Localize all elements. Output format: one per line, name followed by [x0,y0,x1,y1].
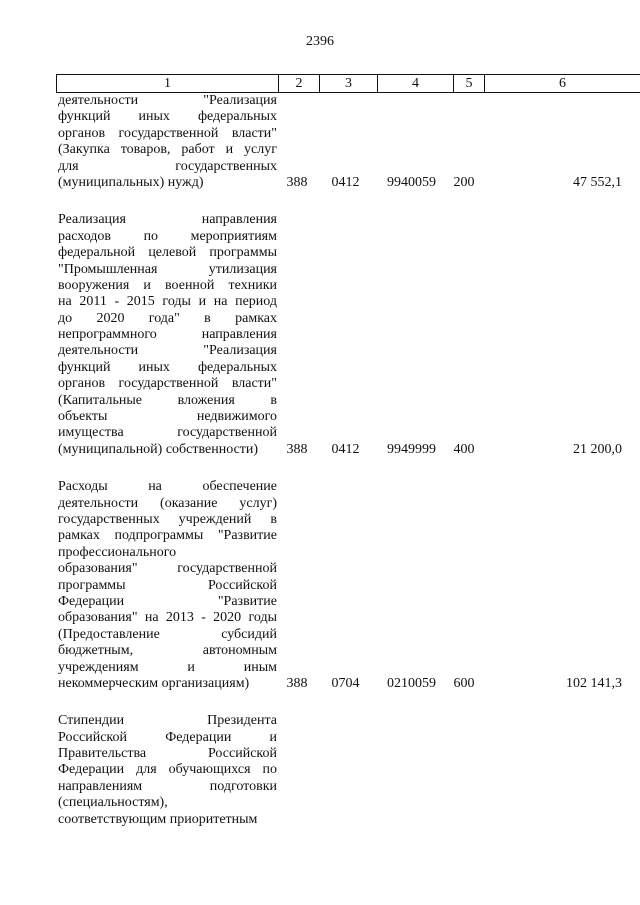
description-line: имущества государственной [58,425,277,441]
description-line: деятельности (оказание услуг) [58,495,277,511]
description-line: для государственных [58,158,277,174]
header-col-4: 4 [378,75,454,92]
table-row [56,479,640,692]
description-line: деятельности "Реализация [58,93,277,108]
description-line: функций иных федеральных [58,109,277,125]
amount: 21 200,0 [573,441,622,457]
row-description [56,713,277,828]
description-line: бюджетным, автономным [58,643,277,659]
description-line: государственных учреждений в [58,511,277,527]
description-line: учреждениям и иным [58,659,277,675]
description-line: Стипендии Президента [58,713,277,729]
description-line: деятельности "Реализация [58,343,277,359]
target-article-code: 9940059 [387,174,436,190]
row-description [56,479,277,692]
description-line: (муниципальных) нужд) [58,174,204,190]
description-line: Правительства Российской [58,746,277,762]
description-line: образования" на 2013 - 2020 годы [58,610,277,626]
description-line: Расходы на обеспечение [58,479,277,495]
description-line: непрограммного направления [58,327,277,343]
description-line: профессионального [58,544,177,560]
header-col-3: 3 [320,75,378,92]
header-col-1: 1 [57,75,279,92]
ministry-code: 388 [286,441,308,457]
expense-type-code: 400 [453,441,475,457]
target-article-code: 0210059 [387,675,436,691]
section-code: 0412 [331,441,360,457]
description-line: некоммерческим организациям) [58,675,250,691]
expense-type-code: 600 [453,675,475,691]
description-line: органов государственной власти" [58,125,277,141]
description-line: "Промышленная утилизация [58,261,277,277]
description-line: (специальностям), [58,795,168,811]
row-description [56,212,277,458]
page-number: 2396 [306,34,334,49]
description-line: рамках подпрограммы "Развитие [58,528,277,544]
description-line: (муниципальной) собственности) [58,441,259,457]
description-line: вооружения и военной техники [58,277,277,293]
description-line: Российской Федерации и [58,729,277,745]
table-row [56,713,640,828]
description-line: (Предоставление субсидий [58,626,277,642]
target-article-code: 9949999 [387,441,436,457]
description-line: программы Российской [58,577,277,593]
description-line: соответствующим приоритетным [58,811,258,827]
expense-type-code: 200 [453,174,475,190]
description-line: образования" государственной [58,561,277,577]
description-line: объекты недвижимого [58,409,277,425]
description-line: расходов по мероприятиям [58,228,277,244]
table-body [56,93,640,849]
description-line: на 2011 - 2015 годы и на период [58,294,277,310]
amount: 102 141,3 [566,675,622,691]
ministry-code: 388 [286,675,308,691]
description-line: до 2020 года" в рамках [58,310,277,326]
section-code: 0704 [331,675,360,691]
row-description [56,93,277,191]
table-row [56,93,640,191]
description-line: Федерации "Развитие [58,593,277,609]
description-line: органов государственной власти" [58,376,277,392]
section-code: 0412 [331,174,360,190]
description-line: (Закупка товаров, работ и услуг [58,142,277,158]
table-header [56,74,640,93]
amount: 47 552,1 [573,174,622,190]
header-col-2: 2 [279,75,320,92]
description-line: федеральной целевой программы [58,245,277,261]
table-row [56,212,640,458]
ministry-code: 388 [286,174,308,190]
description-line: Реализация направления [58,212,277,228]
header-col-6: 6 [559,76,566,91]
description-line: (Капитальные вложения в [58,392,277,408]
header-col-5: 5 [454,75,485,92]
description-line: функций иных федеральных [58,359,277,375]
description-line: направлениям подготовки [58,778,277,794]
description-line: Федерации для обучающихся по [58,762,277,778]
